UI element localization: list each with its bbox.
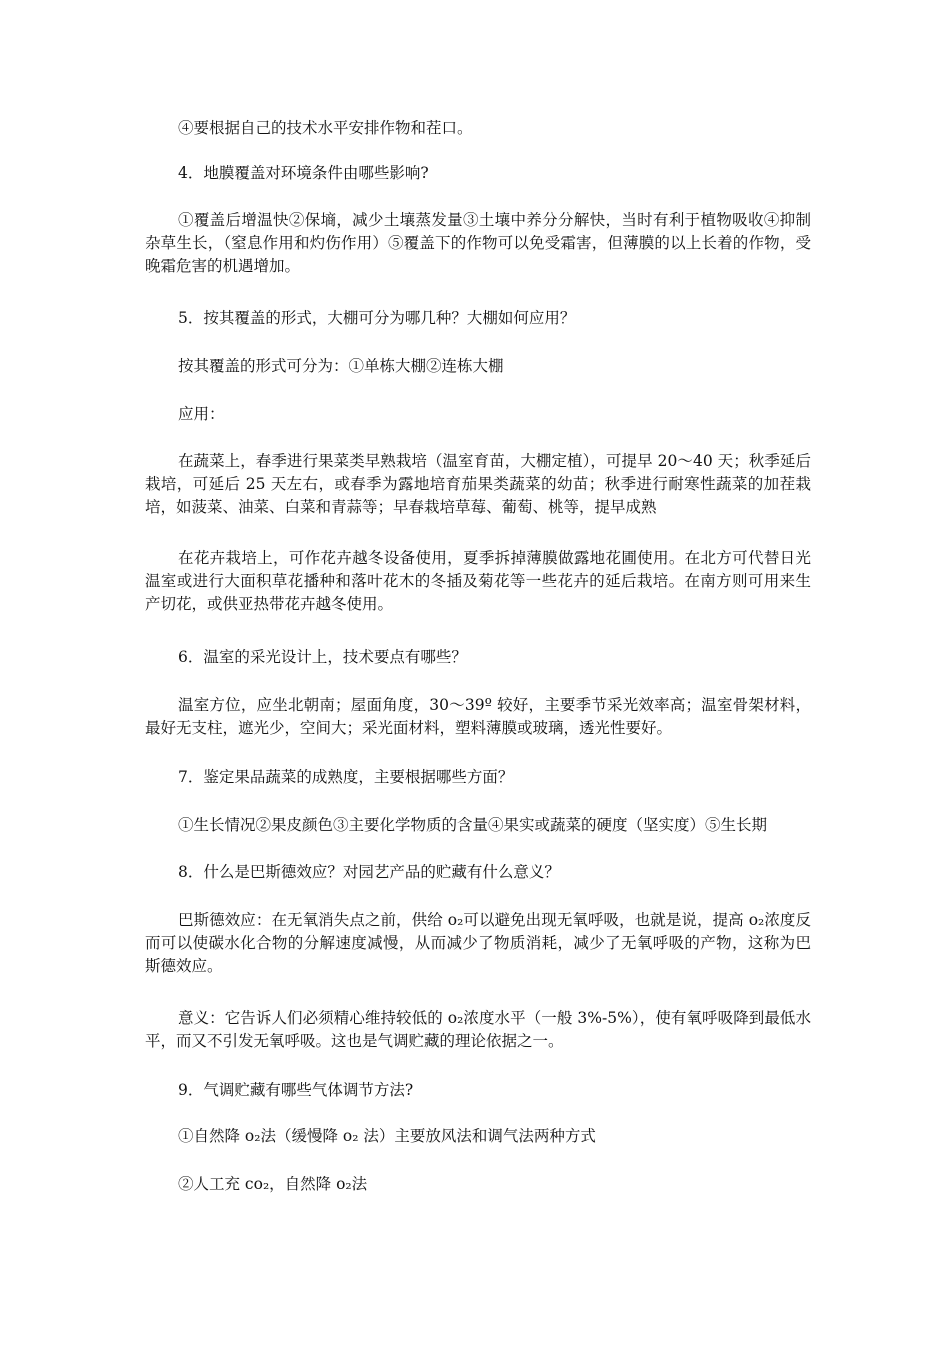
answer-5-forms: 按其覆盖的形式可分为：①单栋大棚②连栋大棚	[178, 357, 504, 375]
answer-7-paragraph: ①生长情况②果皮颜色③主要化学物质的含量④果实或蔬菜的硬度（坚实度）⑤生长期	[178, 816, 768, 834]
answer-4-paragraph: ①覆盖后增温快②保墒，减少土壤蒸发量③土壤中养分分解快，当时有利于植物吸收④抑制杂草生长，（窒息作用和灼伤作用）⑤覆盖下的作物可以免受霜害，但薄膜的以上长着的作物，受晚霜危害的机遇增加。	[145, 211, 811, 275]
answer-8-definition: 巴斯德效应：在无氧消失点之前，供给 o₂可以避免出现无氧呼吸，也就是说，提高 o₂浓度反而可以使碳水化合物的分解速度减慢，从而减少了物质消耗，减少了无氧呼吸的产物，这称为巴斯德效应。	[145, 911, 811, 975]
question-6-heading: 6．温室的采光设计上，技术要点有哪些？	[178, 648, 467, 666]
answer-9-method-2: ②人工充 co₂，自然降 o₂法	[178, 1175, 368, 1193]
question-4-heading: 4．地膜覆盖对环境条件由哪些影响?	[178, 164, 429, 182]
question-7-heading: 7．鉴定果品蔬菜的成熟度，主要根据哪些方面？	[178, 768, 514, 786]
question-8-heading: 8．什么是巴斯德效应？对园艺产品的贮藏有什么意义？	[178, 863, 560, 881]
answer-5-application-label: 应用：	[178, 405, 225, 423]
question-9-heading: 9．气调贮藏有哪些气体调节方法?	[178, 1081, 414, 1099]
answer-9-method-1: ①自然降 o₂法（缓慢降 o₂ 法）主要放风法和调气法两种方式	[178, 1127, 596, 1145]
question-5-heading: 5．按其覆盖的形式，大棚可分为哪几种？大棚如何应用？	[178, 309, 576, 327]
answer-5-vegetables: 在蔬菜上，春季进行果菜类早熟栽培（温室育苗，大棚定植），可提早 20～40 天；秋季延后栽培，可延后 25 天左右，或春季为露地培育茄果类蔬菜的幼苗；秋季进行耐寒性蔬菜的加茬栽培，如菠菜、油菜、白菜和青蒜等；早春栽培草莓、葡萄、桃等，提早成熟	[145, 452, 811, 516]
answer-5-flowers: 在花卉栽培上，可作花卉越冬设备使用，夏季拆掉薄膜做露地花圃使用。在北方可代替日光温室或进行大面积草花播种和落叶花木的冬插及菊花等一些花卉的延后栽培。在南方则可用来生产切花，或供亚热带花卉越冬使用。	[145, 549, 811, 613]
paragraph-item-4: ④要根据自己的技术水平安排作物和茬口。	[178, 119, 473, 137]
answer-8-significance: 意义：它告诉人们必须精心维持较低的 o₂浓度水平（一般 3%-5%），使有氧呼吸降到最低水平，而又不引发无氧呼吸。这也是气调贮藏的理论依据之一。	[145, 1009, 811, 1050]
answer-6-paragraph: 温室方位，应坐北朝南；屋面角度，30～39º 较好，主要季节采光效率高；温室骨架材料，最好无支柱，遮光少，空间大；采光面材料，塑料薄膜或玻璃，透光性要好。	[145, 696, 811, 737]
